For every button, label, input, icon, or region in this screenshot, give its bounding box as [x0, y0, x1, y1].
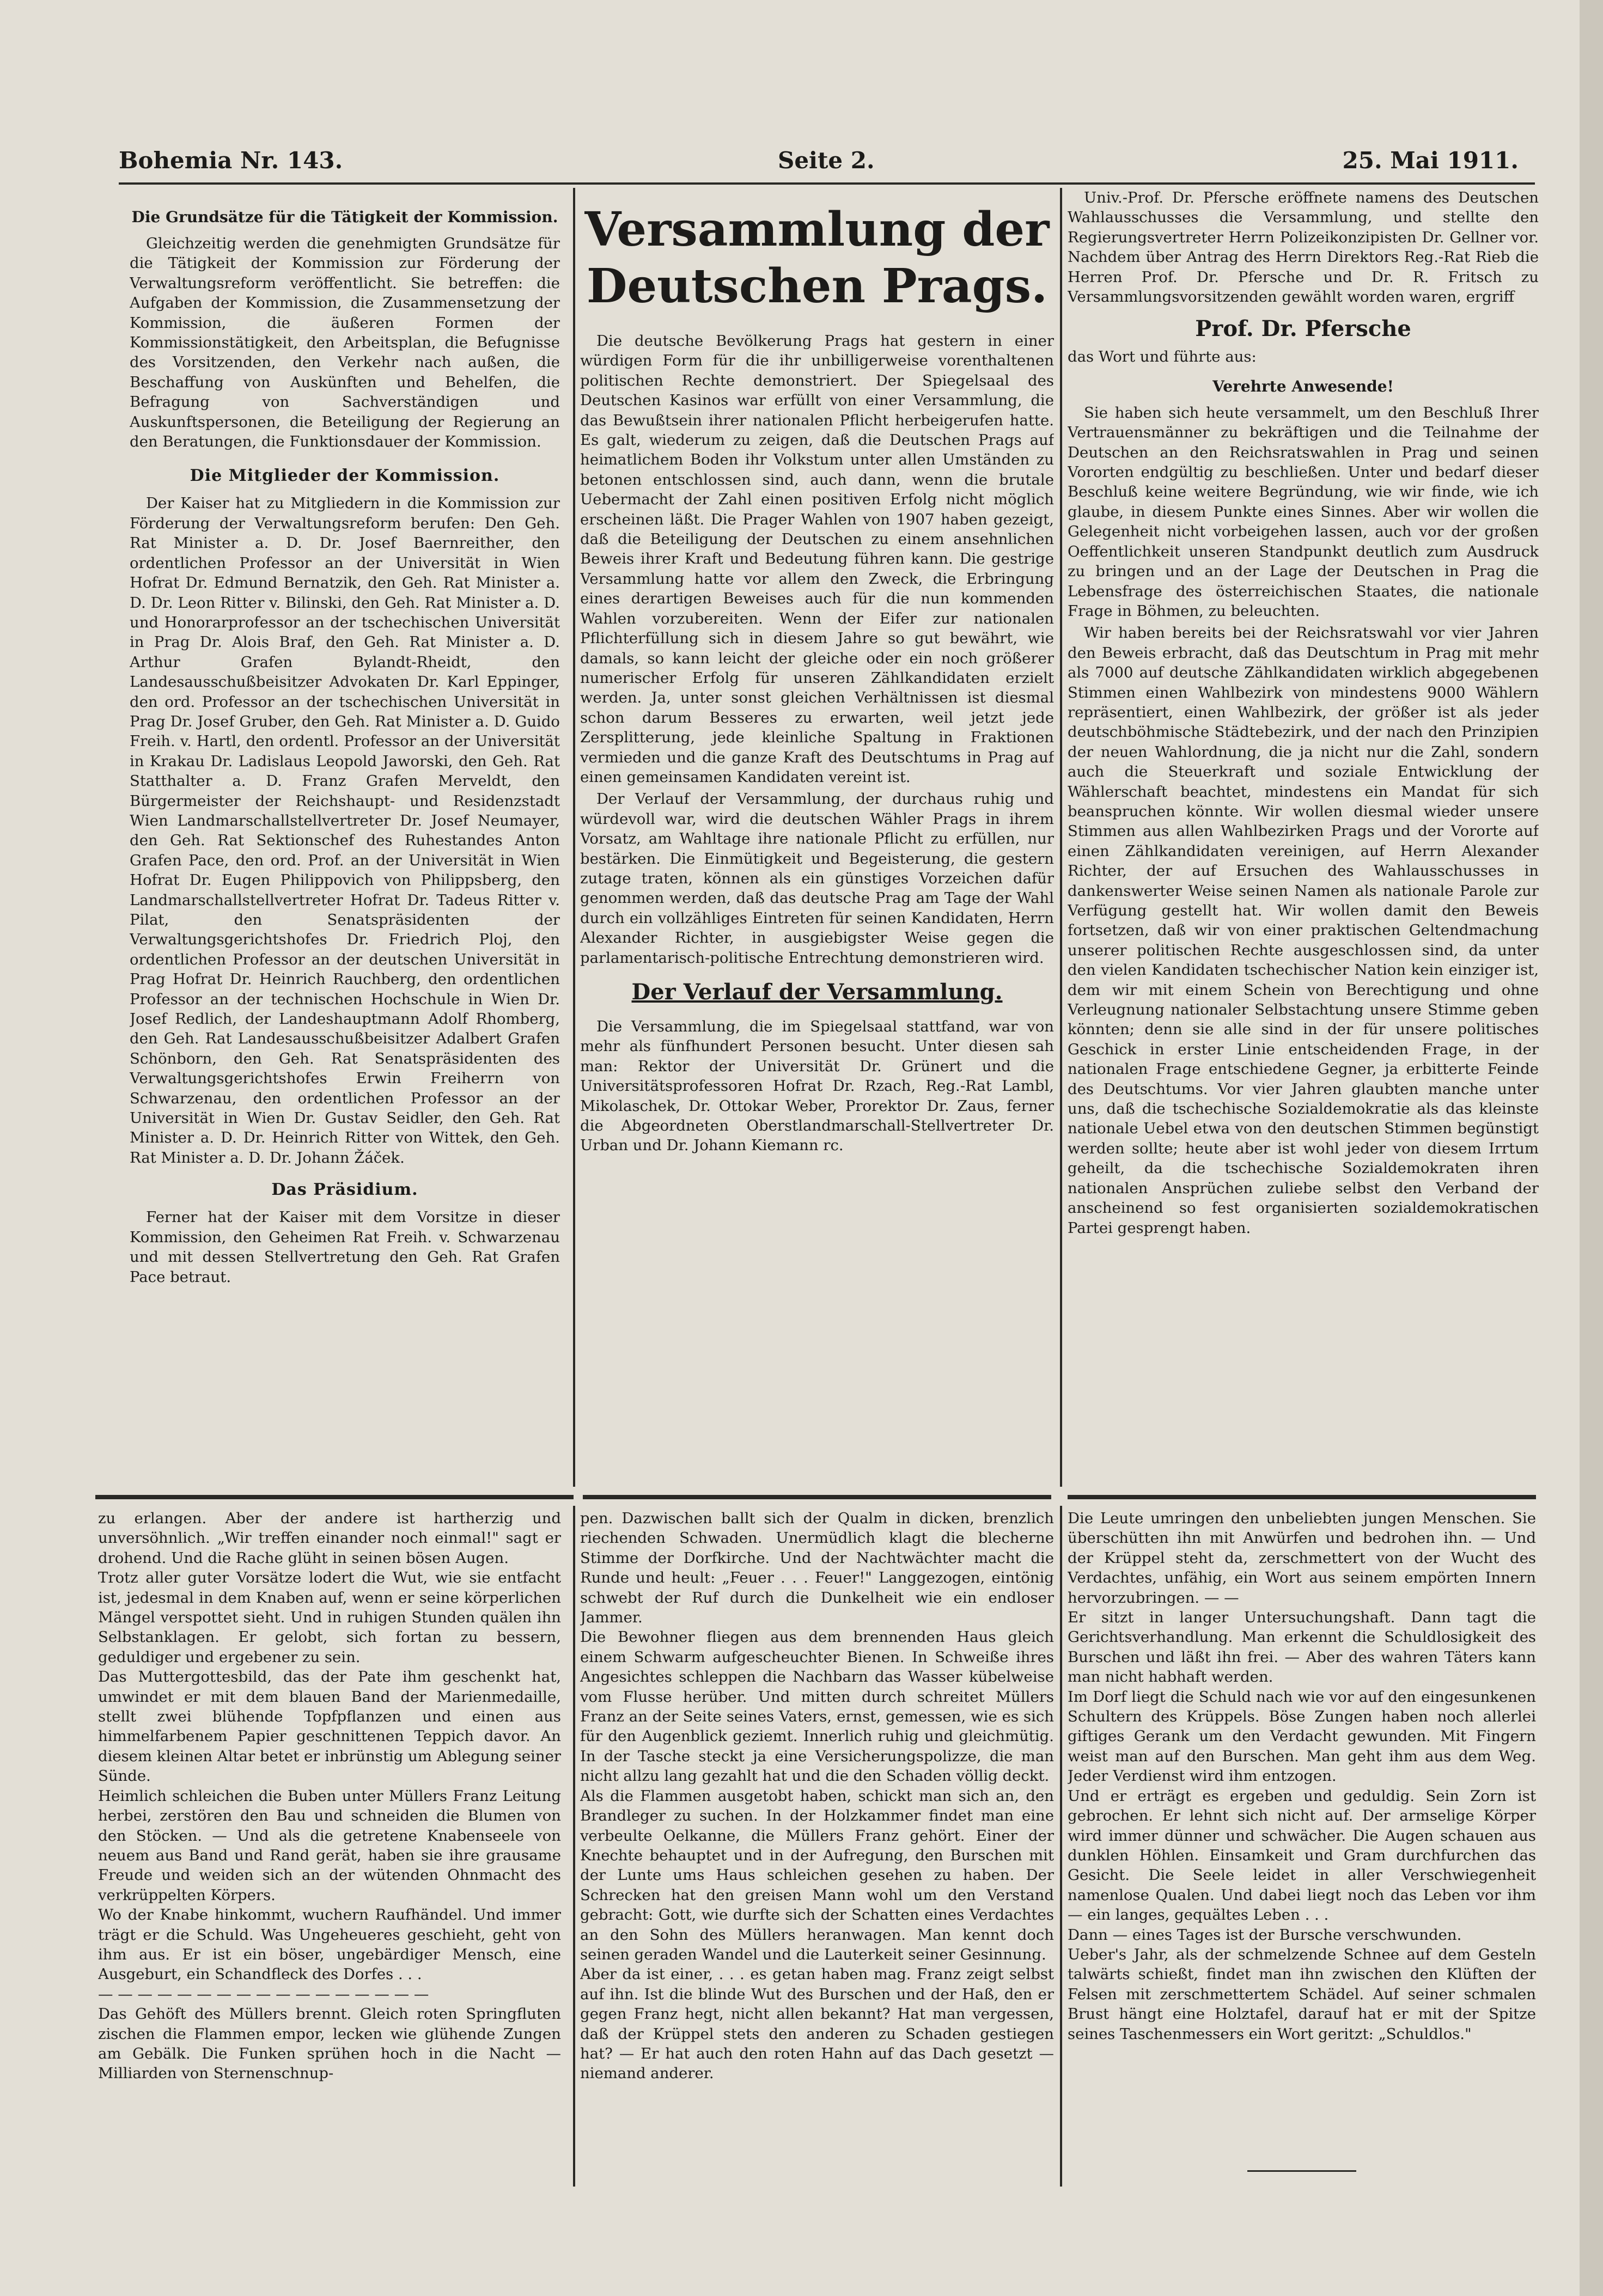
speaker-name: Prof. Dr. Pfersche: [1195, 316, 1411, 342]
column-divider-lower-1: [573, 1506, 575, 2187]
paragraph: Univ.-Prof. Dr. Pfersche eröffnete namens des Deutschen Wahlausschusses die Versammlung, und stellte den Regierungsvertreter Herrn Polizeikonzipisten Dr. Gellner vor. Nachdem über Antrag des Herrn Direktors Reg.-Rat Rieb die Herren Prof. Dr. Pfersche und Dr. R. Fritsch zu Versammlungsvorsitzenden gewählt worden waren, ergriff: [1068, 189, 1539, 306]
paragraph: Sie haben sich heute versammelt, um den Beschluß Ihrer Vertrauensmänner zu bekräftigen und die Teilnahme der Deutschen an den Reichsratswahlen in Prag und seinen Vororten endgültig zu beschließen. Unter und bedarf dieser Beschluß keine weitere Begründung, wie wir finde, wie ich glaube, in diesem Punkte eines Sinnes. Aber wir wollen die Gelegenheit nicht vorbeigehen lassen, auch vor der großen Oeffentlichkeit unseren Standpunkt deutlich zum Ausdruck zu bringen und an der Lage der Deutschen in Prag die Lebensfrage des österreichischen Staates, die nationale Frage in Böhmen, zu beleuchten.: [1068, 404, 1539, 620]
section-heading-members: Die Mitglieder der Kommission.: [190, 466, 500, 486]
page-edge-shadow: [1580, 0, 1603, 2296]
paragraph: Der Verlauf der Versammlung, der durchaus ruhig und würdevoll war, wird die deutschen Wähler Prags in ihrem Vorsatz, am Wahltage ihre nationale Pflicht zu erfüllen, nur bestärken. Die Einmütigkeit und Begeisterung, die gestern zutage traten, können als ein günstiges Vorzeichen dafür genommen werden, daß das deutsche Prag am Tage der Wahl durch ein vollzähliges Eintreten für seinen Kandidaten, Herrn Alexander Richter, in ausgiebigster Weise gegen die parlamentarisch-politische Entrechtung demonstrieren wird.: [580, 790, 1054, 967]
masthead-date: 25. Mai 1911.: [1342, 147, 1519, 174]
feuilleton-column-2: pen. Dazwischen ballt sich der Qualm in dicken, brenzlich riechenden Schwaden. Unermüdlich klagt die blecherne Stimme der Dorfkirche. Und der Nachtwächter macht die Runde und heult: „Feuer . . . Feuer!" Langgezogen, eintönig schwebt der Ruf durch die Dunkelheit wie ein endloser Jammer. Die Bewohner fliegen aus dem brennenden Haus gleich einem Schwarm aufgescheuchter Bienen. In Schweiße ihres Angesichtes schleppen die Nachbarn das Wasser kübelweise vom Flusse herüber. Und mitten durch schreitet Müllers Franz an der Seite seines Vaters, ernst, gemessen, wie es sich für den Augenblick geziemt. Innerlich ruhig und gleichmütig. In der Tasche steckt ja eine Versicherungspolizze, die man nicht allzu lang gezahlt hat und die den Schaden völlig deckt. Als die Flammen ausgetobt haben, schickt man sich an, den Brandleger zu suchen. In der Holzkammer findet man eine verbeulte Oelkanne, die Müllers Franz gehört. Einer der Knechte behauptet und in der Aufregung, den Burschen mit der Lunte ums Haus schleichen gesehen zu haben. Der Schrecken hat den greisen Mann wohl um den Verstand gebracht: Gott, wie durfte sich der Schatten eines Verdachtes an den Sohn des Müllers heranwagen. Man kennt doch seinen geraden Wandel und die Lauterkeit seiner Gesinnung. Aber da ist einer, . . . es getan haben mag. Franz zeigt selbst auf ihn. Ist die blinde Wut des Burschen und der Haß, den er gegen Franz hegt, nicht allen bekannt? Hat man vergessen, daß der Krüppel stets den anderen zu Schaden gestiegen hat? — Er hat auch den roten Hahn auf das Dach gesetzt — niemand anderer.: [580, 1510, 1054, 2083]
feuilleton-rule-3: [1068, 1495, 1536, 1499]
feuilleton-rule-2: [583, 1495, 1051, 1499]
paragraph: Die Versammlung, die im Spiegelsaal stattfand, war von mehr als fünfhundert Personen besucht. Unter diesen sah man: Rektor der Universität Dr. Grünert und die Universitätsprofessoren Hofrat Dr. Rzach, Reg.-Rat Lambl, Mikolaschek, Dr. Ottokar Weber, Prorektor Dr. Zaus, ferner die Abgeordneten Oberstlandmarschall-Stellvertreter Dr. Urban und Dr. Johann Kiemann rc.: [580, 1018, 1054, 1155]
paragraph: Wir haben bereits bei der Reichsratswahl vor vier Jahren den Beweis erbracht, daß das Deutschtum in Prag mit mehr als 7000 auf deutsche Zählkandidaten wirklich abgegebenen Stimmen einen Wahlbezirk von mindestens 9000 Wählern repräsentiert, einen Wahlbezirk, der größer ist als jeder deutschböhmische Städtebezirk, und der nach den Prinzipien der neuen Wahlordnung, die ja nicht nur die Zahl, sondern auch die Steuerkraft und soziale Entwicklung der Wählerschaft beachtet, mindestens ein Mandat für sich beanspruchen könnte. Wir wollen diesmal wieder unsere Stimmen aus allen Wahlbezirken Prags und der Vororte auf einen Zählkandidaten vereinigen, auf Herrn Alexander Richter, der auf Ersuchen des Wahlausschusses in dankenswerter Weise seinen Namen als nationale Parole zur Verfügung gestellt hat. Wir wollen damit den Beweis fortsetzen, daß wir von einer praktischen Geltendmachung unserer politischen Rechte ausgeschlossen sind, da unter den vielen Kandidaten tschechischer Nation kein einziger ist, dem wir mit einem Schein von Berechtigung und ohne Verleugnung nationaler Selbstachtung unsere Stimme geben könnten; denn sie alle sind in der für unsere politisches Geschick in erster Linie entscheidenden Frage, in der nationalen Frage entschiedene Gegner, ja erbitterte Feinde des Deutschtums. Vor vier Jahren glaubten manche unter uns, daß die tschechische Sozialdemokratie als das kleinste nationale Uebel etwa von den deutschen Stimmen begünstigt werden sollte; heute aber ist wohl jeder von diesem Irrtum geheilt, da die tschechische Sozialdemokraten ihren nationalen Ansprüchen zuliebe selbst den Verband der anscheinend so fest organisierten sozialdemokratischen Partei gesprengt haben.: [1068, 624, 1539, 1237]
end-rule: [1247, 2170, 1356, 2172]
feuilleton-column-3: Die Leute umringen den unbeliebten jungen Menschen. Sie überschütten ihn mit Anwürfen und bedrohen ihn. — Und der Krüppel steht da, zerschmettert von der Wucht des Verdachtes, unfähig, ein Wort aus seinem empörten Innern hervorzubringen. — — Er sitzt in langer Untersuchungshaft. Dann tagt die Gerichtsverhandlung. Man erkennt die Schuldlosigkeit des Burschen und läßt ihn frei. — Aber des wahren Täters kann man nicht habhaft werden. Im Dorf liegt die Schuld nach wie vor auf den eingesunkenen Schultern des Krüppels. Böse Zungen haben noch allerlei giftiges Gerank um den Verdacht gewunden. Mit Fingern weist man auf den Burschen. Man geht ihm aus dem Weg. Jeder Verdienst wird ihm entzogen. Und er erträgt es ergeben und geduldig. Sein Zorn ist gebrochen. Er lehnt sich nicht auf. Der armselige Körper wird immer dünner und schwächer. Die Augen schauen aus dunklen Höhlen. Einsamkeit und Gram durchfurchen das Gesicht. Die Seele leidet in aller Verschwiegenheit namenlose Qualen. Und dabei liegt noch das Leben vor ihm — ein langes, gequältes Leben . . . Dann — eines Tages ist der Bursche verschwunden. Ueber's Jahr, als der schmelzende Schnee auf dem Gesteln talwärts schießt, findet man ihn zwischen den Klüften der Felsen mit zerschmettertem Schädel. Auf seiner schmalen Brust hängt eine Holztafel, darauf hat er mit der Spitze seines Taschenmessers ein Wort geritzt: „Schuldlos.": [1068, 1510, 1536, 2043]
masthead-page-number: Seite 2.: [778, 147, 875, 174]
masthead: [119, 147, 1519, 185]
masthead-newspaper-issue: Bohemia Nr. 143.: [119, 147, 343, 174]
salutation: Verehrte Anwesende!: [1212, 377, 1394, 395]
column-divider-lower-2: [1060, 1506, 1062, 2187]
column-divider-1: [573, 188, 575, 1487]
section-heading-presidium: Das Präsidium.: [271, 1180, 418, 1200]
feuilleton-column-1: zu erlangen. Aber der andere ist hartherzig und unversöhnlich. „Wir treffen einander noch einmal!" sagt er drohend. Und die Rache glüht in seinen bösen Augen. Trotz aller guter Vorsätze lodert die Wut, wie sie entfacht ist, jedesmal in dem Knaben auf, wenn er seine körperlichen Mängel verspottet sieht. Und in ruhigen Stunden quälen ihn Selbstanklagen. Er gelobt, sich fortan zu bessern, geduldiger und ergebener zu sein. Das Muttergottesbild, das der Pate ihm geschenkt hat, umwindet er mit dem blauen Band der Marienmedaille, stellt zwei blühende Topfpflanzen und einen aus himmelfarbenem Papier geschnittenen Teppich davor. An diesem kleinen Altar betet er inbrünstig um Ablegung seiner Sünde. Heimlich schleichen die Buben unter Müllers Franz Leitung herbei, zerstören den Bau und schneiden die Blumen von den Stöcken. — Und als die getretene Knabenseele von neuem aus Band und Rand gerät, haben sie ihre grausame Freude und weiden sich an der wütenden Ohnmacht des verkrüppelten Körpers. Wo der Knabe hinkommt, wuchern Raufhändel. Und immer trägt er die Schuld. Was Ungeheueres geschieht, geht von ihm aus. Er ist ein böser, ungebärdiger Mensch, eine Ausgeburt, ein Schandfleck des Dorfes . . . — — — — — — — — — — — — — — — — — Das Gehöft des Müllers brennt. Gleich roten Springfluten zischen die Flammen empor, lecken wie glühende Zungen am Gebälk. Die Funken sprühen hoch in die Nacht — Milliarden von Sternenschnup-: [98, 1510, 561, 2083]
paragraph: Die deutsche Bevölkerung Prags hat gestern in einer würdigen Form für die ihr unbilligerweise vorenthaltenen politischen Rechte demonstriert. Der Spiegelsaal des Deutschen Kasinos war erfüllt von einer Versammlung, die das Bewußtsein ihrer nationalen Pflicht herbeigerufen hatte. Es galt, wiederum zu zeigen, daß die Deutschen Prags auf heimatlichem Boden ihr Volkstum unter allen Umständen zu betonen entschlossen sind, auch dann, wenn die brutale Uebermacht der Zahl einen positiven Erfolg nicht möglich erscheinen läßt. Die Prager Wahlen von 1907 haben gezeigt, daß die Beteiligung der Deutschen zu einem ansehnlichen Beweis ihrer Kraft und Bedeutung führen kann. Die gestrige Versammlung hatte vor allem den Zweck, die Erbringung eines derartigen Beweises auch für die nun kommenden Wahlen vorzubereiten. Wenn der Eifer zur nationalen Pflichterfüllung sich in diesem Jahre so gut bewährt, wie damals, so kann leicht der gleiche oder ein noch größerer numerischer Erfolg für unseren Zählkandidaten erzielt werden. Ja, unter sonst gleichen Verhältnissen ist diesmal schon darum Besseres zu erwarten, weil jetzt jede Zersplitterung, jede kleinliche Spaltung in Fraktionen vermieden und die ganze Kraft des Deutschtums in Prag auf einen gemeinsamen Kandidaten vereint ist.: [580, 332, 1054, 786]
feuilleton-rule-1: [95, 1495, 574, 1499]
paragraph: das Wort und führte aus:: [1068, 348, 1257, 366]
column-speech: [1068, 188, 1539, 1484]
paragraph: Gleichzeitig werden die genehmigten Grundsätze für die Tätigkeit der Kommission zur Förderung der Verwaltungsreform veröffentlicht. Sie betreffen: die Aufgaben der Kommission, die Zusammensetzung der Kommission, die äußeren Formen der Kommissionstätigkeit, den Arbeitsplan, die Befugnisse des Vorsitzenden, den Verkehr nach außen, die Beschaffung von Auskünften und Behelfen, die Befragung von Sachverständigen und Auskunftspersonen, die Beteiligung der Regierung an den Beratungen, die Funktionsdauer der Kommission.: [130, 235, 560, 451]
masthead-rule: [119, 182, 1535, 185]
paragraph: Der Kaiser hat zu Mitgliedern in die Kommission zur Förderung der Verwaltungsreform berufen: Den Geh. Rat Minister a. D. Dr. Josef Baernreither, den ordentlichen Professor an der Universität in Wien Hofrat Dr. Edmund Bernatzik, den Geh. Rat Minister a. D. Dr. Leon Ritter v. Bilinski, den Geh. Rat Minister a. D. und Honorarprofessor an der tschechischen Universität in Prag Dr. Alois Braf, den Geh. Rat Minister a. D. Arthur Grafen Bylandt-Rheidt, den Landesausschußbeisitzer Advokaten Dr. Karl Eppinger, den ord. Professor an der tschechischen Universität in Prag Dr. Josef Gruber, den Geh. Rat Minister a. D. Guido Freih. v. Hartl, den ordentl. Professor an der Universität in Krakau Dr. Ladislaus Leopold Jaworski, den Geh. Rat Statthalter a. D. Franz Grafen Merveldt, den Bürgermeister der Reichshaupt- und Residenzstadt Wien Landmarschallstellvertreter Dr. Josef Neumayer, den Geh. Rat Sektionschef des Ruhestandes Anton Grafen Pace, den ord. Prof. an der Universität in Wien Hofrat Dr. Eugen Philippovich von Philippsberg, den Landmarschallstellvertreter Hofrat Dr. Tadeus Ritter v. Pilat, den Senatspräsidenten der Verwaltungsgerichtshofes Dr. Friedrich Ploj, den ordentlichen Professor an der deutschen Universität in Prag Hofrat Dr. Heinrich Rauchberg, den ordentlichen Professor an der technischen Hochschule in Wien Dr. Josef Redlich, der Landeshauptmann Adolf Rhomberg, den Geh. Rat Landesausschußbeisitzer Adalbert Grafen Schönborn, den Geh. Rat Senatspräsidenten des Verwaltungsgerichtshofes Erwin Freiherrn von Schwarzenau, den ordentlichen Professor an der Universität in Wien Dr. Gustav Seidler, den Geh. Rat Minister a. D. Dr. Heinrich Ritter von Wittek, den Geh. Rat Minister a. D. Dr. Johann Žáček.: [130, 494, 560, 1167]
section-heading-principles: Die Grundsätze für die Tätigkeit der Kommission.: [131, 208, 558, 226]
paragraph: Ferner hat der Kaiser mit dem Vorsitze in dieser Kommission, den Geheimen Rat Freih. v. Schwarzenau und mit dessen Stellvertretung den Geh. Rat Grafen Pace betraut.: [130, 1208, 560, 1286]
column-divider-2: [1060, 188, 1062, 1487]
article-subhead: Der Verlauf der Versammlung.: [631, 979, 1003, 1005]
article-title: Versammlung der Deutschen Prags.: [584, 202, 1050, 314]
column-commission: [130, 204, 560, 1479]
column-assembly: [580, 196, 1054, 1481]
